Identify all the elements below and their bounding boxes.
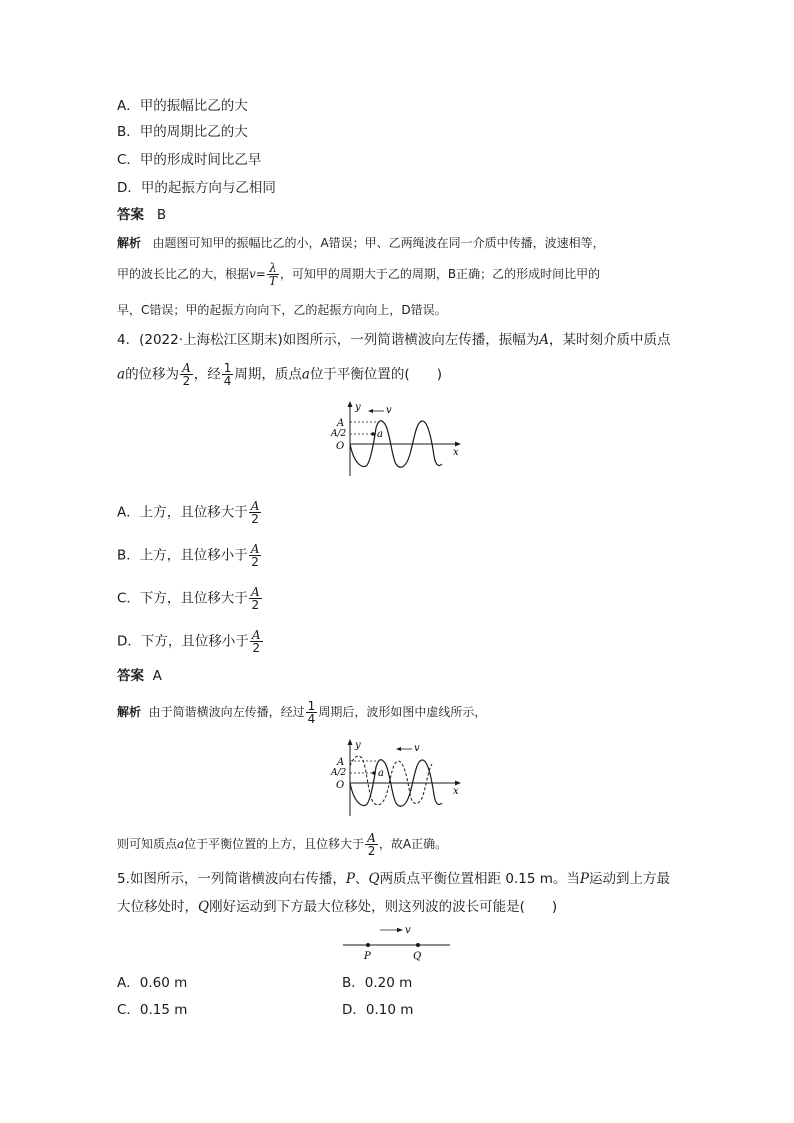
q4-analysis-line1: 解析 由于简谐横波向左传播，经过 $\frac{1}{4}$ 周期后，波形如图中虚线所示，: [117, 699, 487, 726]
point-a: [372, 771, 376, 775]
q5-option-c: C．0.15 m: [117, 1002, 188, 1018]
q3-option-b: B．甲的周期比乙的大: [117, 124, 248, 140]
q4-option-b: B．上方，且位移小于 $\frac{A}{2}$: [117, 542, 260, 569]
origin-label: O: [336, 441, 345, 452]
q3-analysis-line3: 早，C错误；甲的起振方向向下，乙的起振方向向上，D错误。: [117, 303, 447, 317]
q3-option-a: A．甲的振幅比乙的大: [117, 98, 248, 114]
y-arrow: [348, 739, 353, 745]
q3-analysis-line1: 解析 由题图可知甲的振幅比乙的小，A错误；甲、乙两绳波在同一介质中传播，波速相等，: [117, 236, 605, 250]
q4-option-d: D．下方，且位移小于 $\frac{A}{2}$: [117, 628, 261, 655]
answer-label: 答案: [117, 207, 144, 223]
q4-analysis-figure: [330, 736, 465, 821]
x-arrow: [455, 442, 461, 447]
wave-curve-dashed: [350, 756, 432, 805]
velocity-label: v: [405, 925, 411, 936]
q4-stem-line1: 4．(2022·上海松江区期末)如图所示，一列简谐横波向左传播，振幅为A，某时刻介质中质点: [117, 332, 671, 348]
q3-option-d: D．甲的起振方向与乙相同: [117, 180, 276, 196]
velocity-label: v: [414, 743, 420, 754]
q4-wave-figure: [330, 398, 465, 480]
q4-option-c: C．下方，且位移大于 $\frac{A}{2}$: [117, 585, 260, 612]
q5-stem-line2: 大位移处时，Q刚好运动到下方最大位移处，则这列波的波长可能是( ): [117, 899, 558, 915]
point-a-label: a: [377, 429, 383, 440]
x-label: x: [453, 447, 459, 458]
q5-stem-line1: 5.如图所示，一列简谐横波向右传播，P、Q两质点平衡位置相距 0.15 m。当P运动到上方最: [117, 871, 670, 887]
origin-label: O: [336, 780, 345, 791]
point-p: [366, 943, 370, 947]
q4-analysis-line2: 则可知质点a位于平衡位置的上方，且位移大于 $\frac{A}{2}$ ，故A正确。: [117, 831, 448, 858]
reference-dashes: [350, 422, 378, 434]
q3-answer: [117, 205, 166, 225]
y-arrow: [348, 401, 353, 407]
q4-stem-line2: a的位移为 $\frac{A}{2}$ ，经 $\frac{1}{4}$ 周期，质点a位于平衡位置的( ): [117, 361, 442, 388]
point-p-label: P: [364, 951, 371, 962]
q5-option-d: D．0.10 m: [342, 1002, 414, 1018]
a-half-tick-label: A/2: [331, 768, 347, 778]
x-arrow: [455, 781, 461, 786]
point-q-label: Q: [413, 951, 422, 962]
q3-option-c: C．甲的形成时间比乙早: [117, 152, 262, 168]
a-tick-label: A: [337, 418, 345, 429]
point-a: [371, 432, 375, 436]
lambda-over-t-fraction: $\frac{\lambda}{T}$: [268, 261, 277, 288]
x-label: x: [453, 786, 459, 797]
point-q: [416, 943, 420, 947]
velocity-label: v: [386, 405, 392, 416]
q4-option-a: A．上方，且位移大于 $\frac{A}{2}$: [117, 499, 260, 526]
q5-option-b: B．0.20 m: [342, 975, 413, 991]
velocity-arrowhead: [396, 747, 401, 751]
answer-value: B: [156, 207, 167, 223]
q3-analysis-line2: 甲的波长比乙的大，根据v= $\frac{\lambda}{T}$ ，可知甲的周期大于乙的周期，B正确；乙的形成时间比甲的: [117, 261, 601, 288]
q5-figure: [340, 922, 455, 962]
velocity-arrowhead: [368, 409, 373, 413]
y-label: y: [355, 740, 361, 751]
q5-option-a: A．0.60 m: [117, 975, 188, 991]
reference-dashes: [350, 761, 378, 773]
y-label: y: [355, 402, 361, 413]
analysis-label: 解析: [117, 236, 142, 250]
point-a-label: a: [378, 768, 384, 779]
q4-answer: 答案 A: [117, 668, 162, 684]
velocity-arrowhead: [397, 928, 403, 932]
a-half-tick-label: A/2: [331, 429, 347, 439]
a-tick-label: A: [337, 757, 345, 768]
